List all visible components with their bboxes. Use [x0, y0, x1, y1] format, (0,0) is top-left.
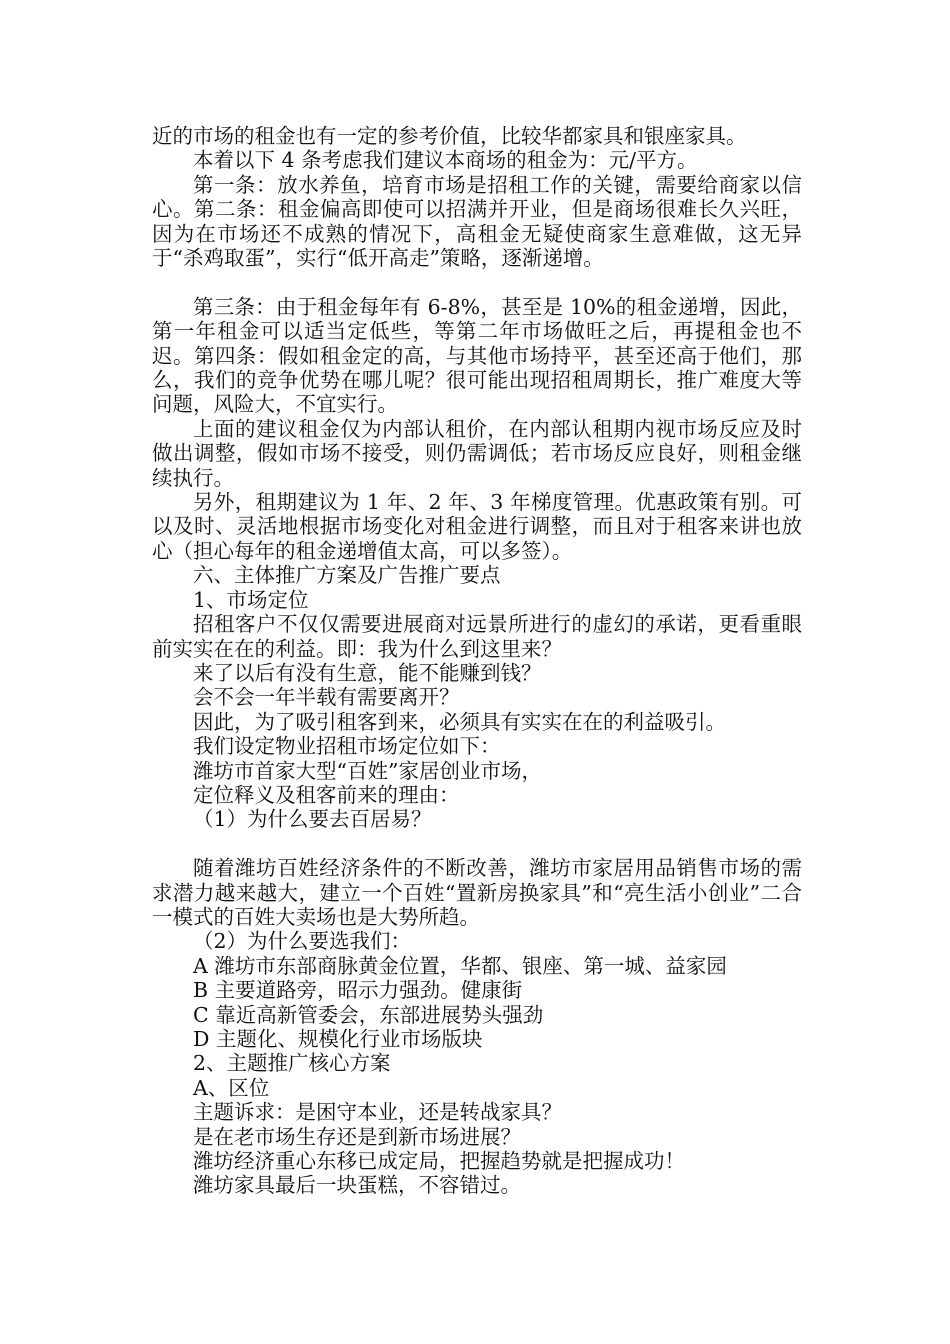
paragraph: 定位释义及租客前来的理由：: [193, 782, 460, 807]
paragraph: 近的市场的租金也有一定的参考价值，比较华都家具和银座家具。: [152, 124, 747, 148]
paragraph: 第一条：放水养鱼，培育市场是招租工作的关键，需要给商家以信心。第二条：租金偏高即使可以招满并开业，但是商场很难长久兴旺，因为在市场还不成熟的情况下，高租金无疑使商家生意难做，这无异于“杀鸡取蛋”，实行“低开高走”策略，逐渐递增。: [152, 172, 802, 271]
blank-line: [152, 832, 802, 856]
paragraph: 潍坊经济重心东移已成定局，把握趋势就是把握成功！: [193, 1149, 685, 1174]
subsection-heading: 1、市场定位: [193, 587, 309, 612]
paragraph: 随着潍坊百姓经济条件的不断改善，潍坊市家居用品销售市场的需求潜力越来越大，建立一个百姓“置新房换家具”和“亮生活小创业”二合一模式的百姓大卖场也是大势所趋。: [152, 856, 802, 929]
paragraph: 因此，为了吸引租客到来，必须具有实实在在的利益吸引。: [193, 709, 726, 734]
list-item: C 靠近高新管委会，东部进展势头强劲: [193, 1002, 544, 1027]
blank-line: [152, 270, 802, 294]
paragraph: 是在老市场生存还是到新市场进展？: [193, 1124, 521, 1149]
paragraph: 上面的建议租金仅为内部认租价，在内部认租期内视市场反应及时做出调整，假如市场不接受，则仍需调低；若市场反应良好，则租金继续执行。: [152, 416, 802, 490]
list-item: D 主题化、规模化行业市场版块: [193, 1027, 483, 1051]
section-heading: 六、主体推广方案及广告推广要点: [193, 563, 501, 588]
paragraph: 来了以后有没有生意，能不能赚到钱？: [193, 660, 542, 685]
list-item: A 潍坊市东部商脉黄金位置，华都、银座、第一城、益家园: [193, 953, 727, 978]
paragraph: 潍坊家具最后一块蛋糕，不容错过。: [193, 1173, 521, 1198]
paragraph: 主题诉求：是困守本业，还是转战家具？: [193, 1100, 562, 1125]
paragraph: 招租客户不仅仅需要进展商对远景所进行的虚幻的承诺，更看重眼前实实在在的利益。即：我为什么到这里来？: [152, 612, 802, 661]
paragraph: 第三条：由于租金每年有 6-8%，甚至是 10%的租金递增，因此，第一年租金可以适当定低些，等第二年市场做旺之后，再提租金也不迟。第四条：假如租金定的高，与其他市场持平，甚至还高于他们，那么，我们的竞争优势在哪儿呢？很可能出现招租周期长，推广难度大等问题，风险大，不宜实行。: [152, 294, 802, 417]
paragraph: 本着以下 4 条考虑我们建议本商场的租金为：元/平方。: [193, 148, 698, 173]
subsection-heading: 2、主题推广核心方案: [193, 1051, 391, 1076]
subsection-heading: （1）为什么要去百居易？: [193, 807, 432, 832]
paragraph: 会不会一年半载有需要离开？: [193, 685, 460, 710]
list-item: B 主要道路旁，昭示力强劲。健康街: [193, 978, 523, 1003]
subsection-heading: A、区位: [193, 1075, 270, 1100]
paragraph: 潍坊市首家大型“百姓”家居创业市场，: [193, 758, 542, 783]
paragraph: 另外，租期建议为 1 年、2 年、3 年梯度管理。优惠政策有别。可以及时、灵活地根据市场变化对租金进行调整，而且对于租客来讲也放心（担心每年的租金递增值太高，可以多签）。: [152, 490, 802, 563]
document-body: [152, 124, 802, 1198]
paragraph: 我们设定物业招租市场定位如下：: [193, 734, 501, 759]
subsection-heading: （2）为什么要选我们：: [193, 929, 412, 954]
